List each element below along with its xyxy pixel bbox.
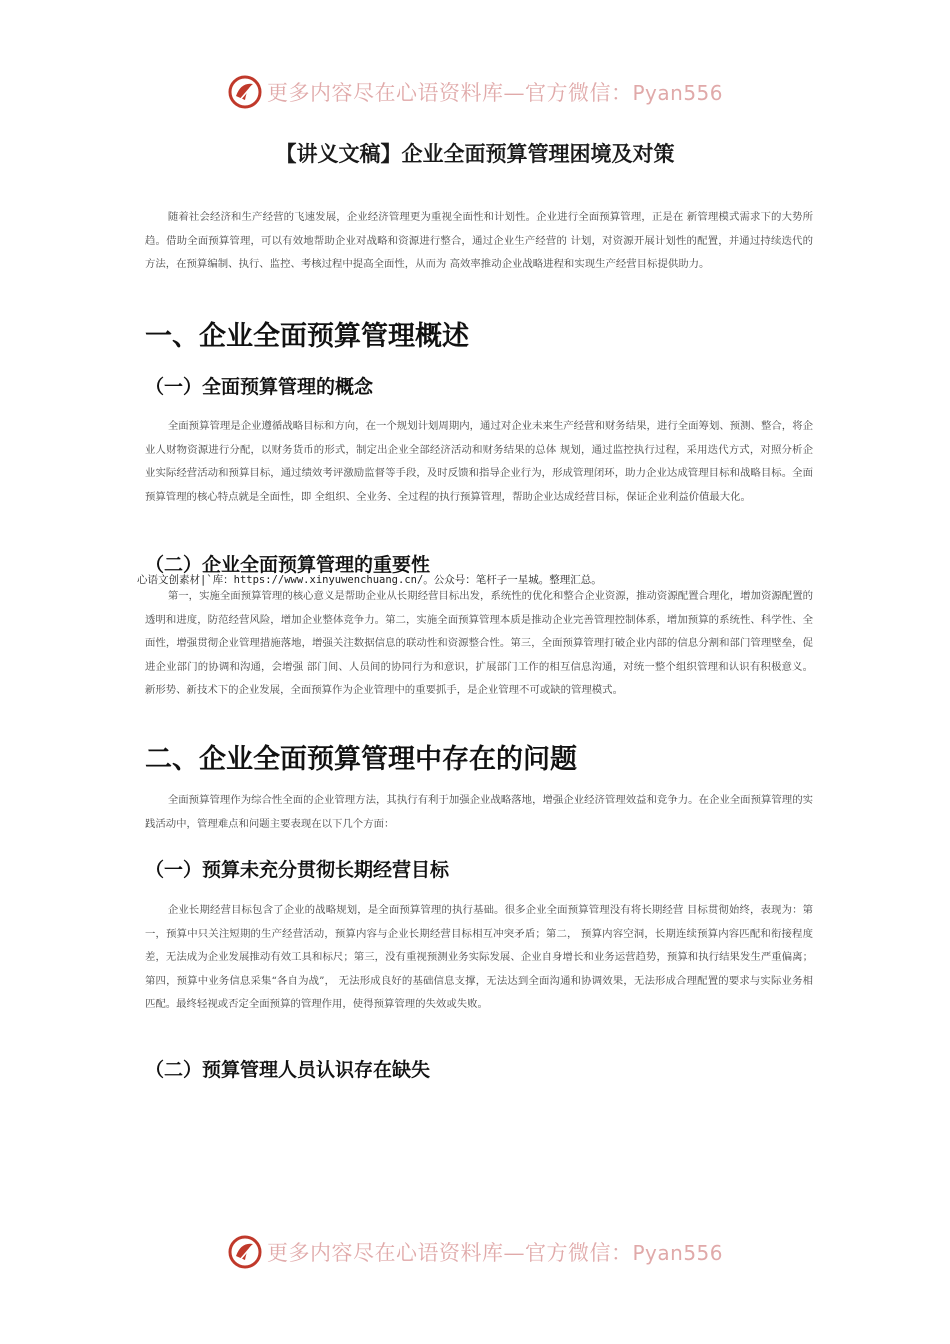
- brand-logo-icon: [227, 74, 263, 110]
- section-1-2-body: 第一，实施全面预算管理的核心意义是帮助企业从长期经营目标出发，系统性的优化和整合企业资源，推动资源配置合理化，增加资源配置的透明和进度，防范经营风险，增加企业整体竞争力。第二，实施全面预算管理本质是推动企业完善管理控制体系，增加预算的系统性、科学性、全面性，增强贯彻企业管理措施落地，增强关注数据信息的联动性和资源整合性。第三，全面预算管理打破企业内部的信息分割和部门管理壁垒，促进企业部门的协调和沟通，会增强 部门间、人员间的协同行为和意识，扩展部门工作的相互信息沟通，对统一整个组织管理和认识有积极意义。新形势、新技术下的企业发展，全面预算作为企业管理中的重要抓手，是企业管理不可或缺的管理模式。: [145, 590, 813, 696]
- source-note: 心语文创素材|`库：https://www.xinyuwenchuang.cn/。公众号：笔杆子一星城。整理汇总。: [137, 574, 602, 586]
- banner-text: 更多内容尽在心语资料库—官方微信：Pyan556: [266, 81, 723, 105]
- section-1-1-body: 全面预算管理是企业遵循战略目标和方向，在一个规划计划周期内，通过对企业未来生产经营和财务结果，进行全面筹划、预测、整合，将企业人财物资源进行分配，以财务货币的形式，制定出企业全部经济活动和财务结果的总体 规划，通过监控执行过程，采用迭代方式，对照分析企业实际经营活动和预算目标，通过绩效考评激励监督等手段，及时反馈和指导企业行为，形成管理闭环，助力企业达成管理目标和战略目标。全面预算管理的核心特点就是全面性，即 全组织、全业务、全过程的执行预算管理，帮助企业达成经营目标，保证企业利益价值最大化。: [145, 420, 813, 503]
- header-banner: [0, 72, 950, 112]
- banner-text: 更多内容尽在心语资料库—官方微信：Pyan556: [266, 1241, 723, 1265]
- wechat-id: Pyan556: [632, 1241, 723, 1265]
- section-2-heading: 二、企业全面预算管理中存在的问题: [145, 744, 577, 775]
- brand-logo-icon: [227, 1234, 263, 1270]
- wechat-id: Pyan556: [632, 81, 723, 105]
- intro-paragraph: 随着社会经济和生产经营的飞速发展，企业经济管理更为重视全面性和计划性。企业进行全面预算管理，正是在 新管理模式需求下的大势所趋。借助全面预算管理，可以有效地帮助企业对战略和资源进行整合，通过企业生产经营的 计划，对资源开展计划性的配置，并通过持续迭代的方法，在预算编制、执行、监控、考核过程中提高全面性，从而为 高效率推动企业战略进程和实现生产经营目标提供助力。: [145, 211, 813, 270]
- section-1-2-heading: （二）企业全面预算管理的重要性: [145, 554, 431, 576]
- document-title: 【讲义文稿】企业全面预算管理困境及对策: [275, 142, 675, 166]
- section-2-1-heading: （一）预算未充分贯彻长期经营目标: [145, 859, 450, 881]
- footer-banner: [0, 1232, 950, 1272]
- section-2-2-heading: （二）预算管理人员认识存在缺失: [145, 1059, 431, 1081]
- section-1-heading: 一、企业全面预算管理概述: [145, 321, 469, 352]
- section-2-1-body: 企业长期经营目标包含了企业的战略规划，是全面预算管理的执行基础。很多企业全面预算管理没有将长期经营 目标贯彻始终，表现为：第一，预算中只关注短期的生产经营活动，预算内容与企业长期经营目标相互冲突矛盾；第二， 预算内容空洞，长期连续预算内容匹配和衔接程度差，无法成为企业发展推动有效工具和标尺；第三，没有重视预测业务实际发展、企业自身增长和业务运营趋势，预算和执行结果发生严重偏离；第四，预算中业务信息采集“各自为战”， 无法形成良好的基础信息支撑，无法达到全面沟通和协调效果，无法形成合理配置的要求与实际业务相匹配。最终轻视或否定全面预算的管理作用，使得预算管理的失效或失败。: [145, 904, 813, 1010]
- section-1-1-heading: （一）全面预算管理的概念: [145, 376, 374, 398]
- section-2-intro: 全面预算管理作为综合性全面的企业管理方法，其执行有利于加强企业战略落地，增强企业经济管理效益和竞争力。在企业全面预算管理的实践活动中，管理难点和问题主要表现在以下几个方面：: [145, 794, 813, 830]
